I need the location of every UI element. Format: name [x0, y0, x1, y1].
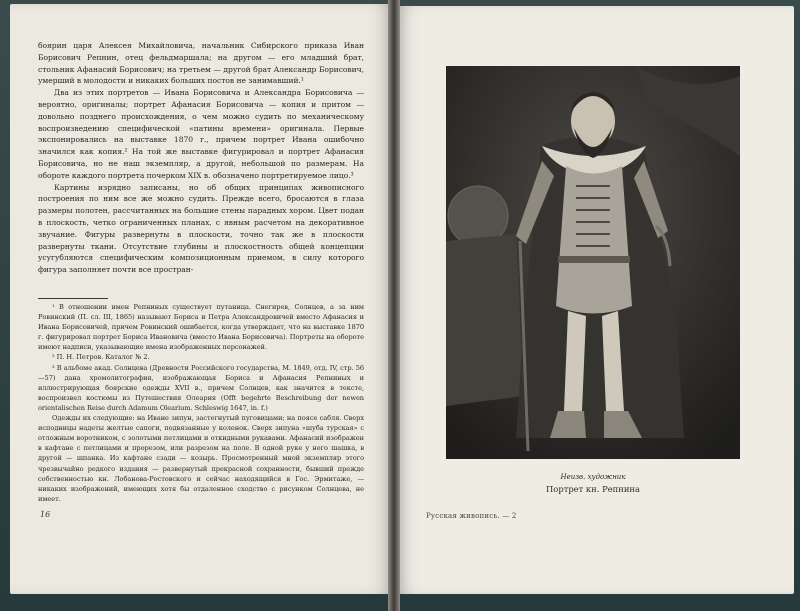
paragraph: Картины изрядно записаны, но об общих принципах живописного построения по ним все же можно судить. Прежде всего, бросаются в глаза размеры полотен, рассчитанных на большие стены парадных хором. Цвет подан в плоскость, четко ограниченных планах, с явным расчетом на декоративное звучание. Фигуры развернуты в плоскости, точно так же в плоскости развернуты ткани. Отсутствие глубины и плоскостность общей концепции усугубляются специфическим композиционным приемом, в силу которого фигура заполняет почти все простран-	[38, 182, 364, 275]
footnote-rule	[38, 298, 108, 299]
body-text	[38, 40, 364, 276]
book-gutter	[388, 0, 400, 611]
footnote: ³ В альбоме акад. Солнцева (Древности Российского государства, М. 1849, отд. IV, стр. 56—57) дана хромолитография, изображающая Бориса и Афанасия Репниных и иллюстрирующая боярские одежды XVII в., причем Солнцев, как значится в тексте, воспроизвел костюмы из Путешествия Олеария (Offt begehrte Beschreibung der newen orientalischen Reise durch Adamum Olearium. Schleswig 1647, in. f.)	[38, 363, 364, 412]
caption-title: Портрет кн. Репнина	[545, 484, 640, 494]
portrait-figure-image	[446, 66, 740, 459]
footnote: Одежды их следующие: на Иване зипун, застегнутый пуговицами; на поясе сабля. Сверх исподницы надеты желтые сапоги, подвязанные у коленок. Сверх зипуна «шуба турская» с отложным воротником, с золотыми петлицами и откидными рукавами. Афанасий изображен в кафтане с петлицами и прорезом, или разрезом на поле. В одной руке у него шашка, в другой — шпанка. Из кафтане сзади — козырь. Просмотренный мной экземпляр этого чрезвычайно редкого издания — развернутый прекрасной сохранности, бывший прежде собственностью кн. Лобанова-Ростовского и сейчас находящийся в Гос. Эрмитаже, — никаких изображений, имеющих хотя бы отдаленное сходство с рисунком Солнцева, не имеет.	[38, 414, 364, 503]
paragraph: Два из этих портретов — Ивана Борисовича и Александра Борисовича — вероятно, оригиналы; портрет Афанасия Борисовича — копия и притом — довольно позднего происхождения, о чем можно судить по механическому воспроизведению специфической «патины времени» оригинала. Первые экспонировались на выставке 1870 г., причем портрет Ивана ошибочно значился как копия.² На той же выставке фигурировал и портрет Афанасия Борисовича, но не наш экземпляр, а другой, небольшой по размерам. На обороте каждого портрета почерком XIX в. обозначено портретируемое лицо.³	[38, 88, 364, 180]
paragraph: боярин царя Алексея Михайловича, начальник Сибирского приказа Иван Борисович Репнин, отец фельдмаршала; на другом — его младший брат, стольник Афанасий Борисович; на третьем — другой брат Александр Борисович, умерший в молодости и никаких больших постов не занимавший.¹	[38, 41, 364, 86]
illustration-caption	[446, 472, 740, 495]
page-signature: Русская живопись. — 2	[426, 512, 517, 520]
caption-artist: Неизв. художник	[560, 473, 626, 481]
footnote: ² П. Н. Петров. Каталог № 2.	[52, 353, 150, 362]
footnotes	[38, 302, 364, 504]
page-number: 16	[40, 510, 51, 519]
footnote: ¹ В отношении имен Репниных существует путаница. Снегирев, Солнцев, а за ним Ровинский (П. сл. III, 1865) называют Бориса и Петра Александровичей вместо Афанасия и Ивана Борисовичей, причем Ровинский ошибается, когда утверждает, что на выставке 1870 г. фигурировал портрет Бориса Ивановича (вместо Ивана Борисовича). Портреты на обороте имеют надписи, указывающие имена изображенных персонажей.	[38, 303, 364, 352]
portrait-illustration	[446, 66, 740, 459]
